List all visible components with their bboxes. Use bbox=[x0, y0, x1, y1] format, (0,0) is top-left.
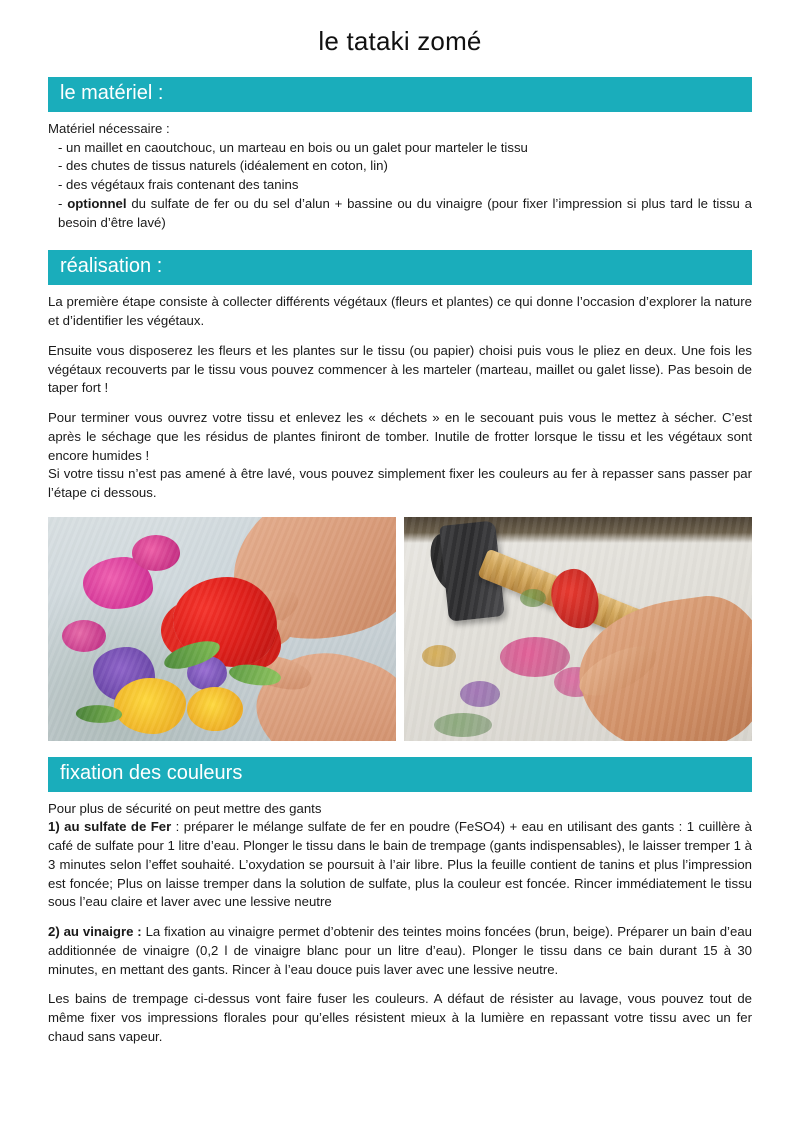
section-body-materiel bbox=[48, 120, 752, 232]
materiel-intro: Matériel nécessaire : bbox=[48, 121, 170, 136]
pigment-stain bbox=[434, 713, 492, 737]
fixation-intro: Pour plus de sécurité on peut mettre des gants bbox=[48, 800, 322, 816]
hammer-claw bbox=[427, 530, 471, 595]
photo-flowers-on-fabric bbox=[48, 517, 396, 741]
section-body-realisation bbox=[48, 293, 752, 502]
red-flower bbox=[173, 577, 277, 667]
materiel-item: - des chutes de tissus naturels (idéalement en coton, lin) bbox=[58, 158, 388, 174]
finger-shape bbox=[218, 581, 303, 642]
realisation-paragraph: Ensuite vous disposerez les fleurs et les plantes sur le tissu (ou papier) choisi puis vous le pliez en deux. Une fois les végétaux recouverts par le tissu vous pouvez commencer à les marteler (marteau, maillet ou galet lisse). Pas besoin de taper fort ! bbox=[48, 342, 752, 396]
fixation-step-2 bbox=[48, 923, 752, 979]
purple-flower bbox=[93, 647, 155, 701]
pink-flower bbox=[62, 620, 106, 652]
photo-hammer-on-fabric bbox=[404, 517, 752, 741]
yellow-flower bbox=[114, 678, 186, 734]
purple-flower bbox=[187, 656, 227, 690]
fixation-step-1 bbox=[48, 818, 752, 912]
hammer-head bbox=[439, 520, 505, 621]
photo-background-strip bbox=[404, 517, 752, 543]
materiel-item: - un maillet en caoutchouc, un marteau en bois ou un galet pour marteler le tissu bbox=[58, 139, 528, 155]
finger-shape bbox=[239, 649, 314, 695]
realisation-paragraph: Pour terminer vous ouvrez votre tissu et enlevez les « déchets » en le secouant puis vous le mettez à sécher. C’est après le séchage que les résidus de plantes finiront de tomber. Inutile de frotter lorsque le tissu et les végétaux sont encore humides ! bbox=[48, 410, 752, 463]
section-body-fixation bbox=[48, 800, 752, 1047]
green-leaf bbox=[227, 659, 282, 689]
pink-flower bbox=[132, 535, 180, 571]
fixation-step-1-text: : préparer le mélange sulfate de fer en poudre (FeSO4) + eau en utilisant des gants : 1 cuillère à café de sulfate pour 1 litre d’eau. Plonger le tissu dans le bain de trempage (gants indispensables), le laisser tremper 1 à 3 minutes selon l’effet souhaité. L’oxydation se poursuit à l’air libre. Plus la feuille contient de tanins et plus l’impression est foncée; Plus on laisse tremper dans la solution de sulfate, plus la couleur est foncée. Rincer immédiatement le tissu sous l’eau claire et laver avec une lessive neutre bbox=[48, 819, 752, 910]
pigment-stain bbox=[422, 645, 456, 667]
pigment-stain bbox=[648, 613, 682, 635]
fixation-step-2-text: La fixation au vinaigre permet d’obtenir des teintes moins foncées (brun, beige). Préparer un bain d’eau additionnée de vinaigre (0,2 l de vinaigre blanc pour un litre d’eau). Plonger le tissu dans ce bain durant 15 à 30 minutes, en mettant des gants. Rincer à l’eau douce puis laver avec une lessive neutre. bbox=[48, 924, 752, 977]
materiel-optional-dash: - bbox=[58, 195, 68, 211]
pigment-stain bbox=[520, 589, 546, 607]
section-heading-materiel: le matériel : bbox=[48, 77, 752, 112]
yellow-flower bbox=[187, 687, 243, 731]
hammer-handle bbox=[477, 548, 664, 647]
red-flower-print bbox=[546, 565, 603, 633]
realisation-paragraph: Si votre tissu n’est pas amené à être lavé, vous pouvez simplement fixer les couleurs au fer à repasser sans passer par l’étape ci dessous. bbox=[48, 466, 752, 501]
fixation-step-2-label: 2) au vinaigre : bbox=[48, 924, 142, 940]
realisation-paragraph: La première étape consiste à collecter différents végétaux (fleurs et plantes) ce qui donne l’occasion d’explorer la nature et d’identifier les végétaux. bbox=[48, 294, 752, 329]
fixation-step-1-label: 1) au sulfate de Fer bbox=[48, 819, 172, 835]
pink-flower bbox=[83, 557, 153, 609]
hand-shape bbox=[570, 588, 752, 740]
pigment-stain bbox=[554, 667, 598, 697]
hand-shape bbox=[212, 517, 396, 664]
pigment-stain bbox=[460, 681, 500, 707]
green-leaf bbox=[75, 703, 123, 726]
page-title: le tataki zomé bbox=[318, 26, 482, 56]
materiel-item-optional bbox=[48, 195, 752, 232]
materiel-optional-text: du sulfate de fer ou du sel d’alun + bassine ou du vinaigre (pour fixer l’impression si plus tard le tissu a besoin d’être lavé) bbox=[58, 195, 752, 230]
section-heading-fixation: fixation des couleurs bbox=[48, 757, 752, 792]
materiel-item: - des végétaux frais contenant des tanins bbox=[58, 177, 299, 193]
pigment-stain bbox=[500, 637, 570, 677]
pigment-stain bbox=[614, 697, 662, 723]
green-leaf bbox=[161, 638, 223, 673]
finger-shape bbox=[224, 614, 295, 657]
thumb-shape bbox=[572, 636, 663, 705]
fixation-closing: Les bains de trempage ci-dessus vont faire fuser les couleurs. A défaut de résister au lavage, vous pouvez tout de même fixer vos impressions florales pour qu’elles résistent mieux à la lumière en repassant votre tissu avec un fer chaud sans vapeur. bbox=[48, 991, 752, 1044]
materiel-optional-label: optionnel bbox=[67, 195, 127, 211]
hand-shape bbox=[241, 633, 396, 741]
section-heading-realisation: réalisation : bbox=[48, 250, 752, 285]
photo-row bbox=[48, 517, 752, 741]
